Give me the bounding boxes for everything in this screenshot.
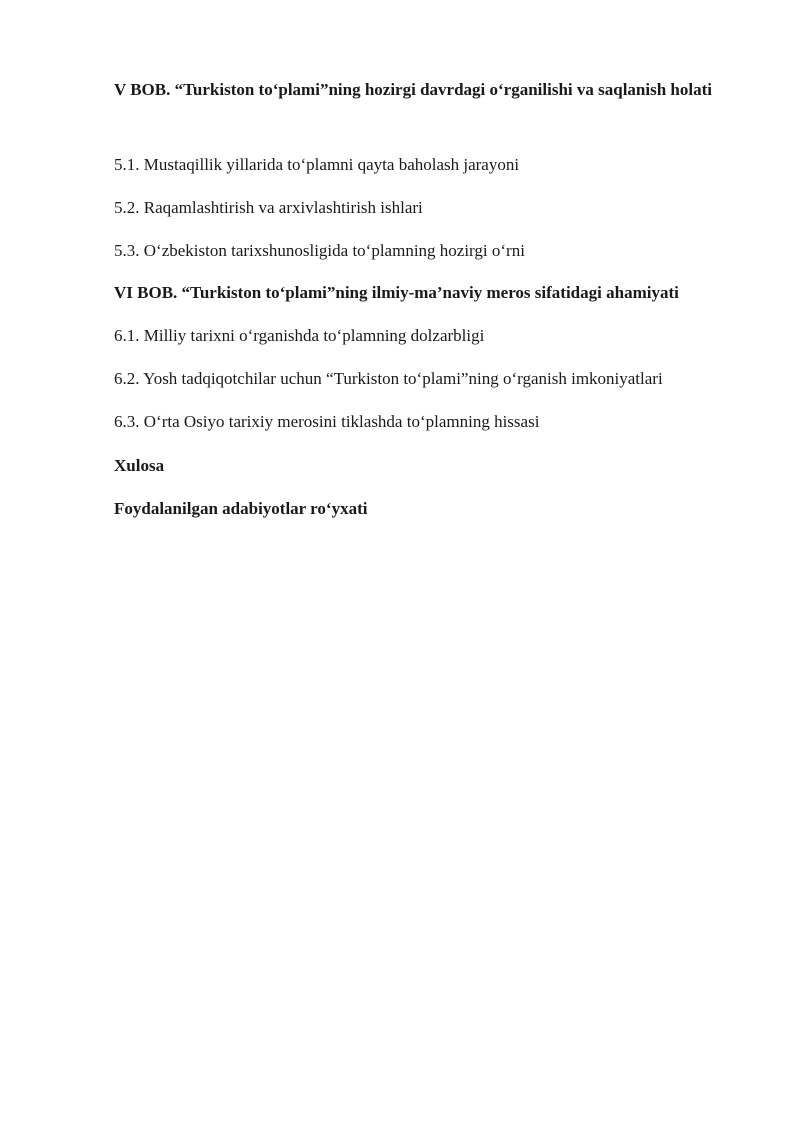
toc-item-5-3: 5.3. O‘zbekiston tarixshunosligida to‘plamning hozirgi o‘rni <box>114 241 525 260</box>
toc-item-5-2: 5.2. Raqamlashtirish va arxivlashtirish ishlari <box>114 198 423 217</box>
chapter-5-heading: V BOB. “Turkiston to‘plami”ning hozirgi davrdagi o‘rganilishi va saqlanish holati <box>114 80 712 99</box>
references-heading: Foydalanilgan adabiyotlar ro‘yxati <box>114 499 368 518</box>
toc-item-5-1: 5.1. Mustaqillik yillarida to‘plamni qayta baholash jarayoni <box>114 155 520 174</box>
toc-item-6-1: 6.1. Milliy tarixni o‘rganishda to‘plamning dolzarbligi <box>114 326 485 345</box>
toc-item-6-3: 6.3. O‘rta Osiyo tarixiy merosini tiklashda to‘plamning hissasi <box>114 412 540 431</box>
conclusion-heading: Xulosa <box>114 456 165 475</box>
chapter-6-heading: VI BOB. “Turkiston to‘plami”ning ilmiy-ma’naviy meros sifatidagi ahamiyati <box>114 283 679 302</box>
toc-item-6-2: 6.2. Yosh tadqiqotchilar uchun “Turkiston to‘plami”ning o‘rganish imkoniyatlari <box>114 369 663 388</box>
